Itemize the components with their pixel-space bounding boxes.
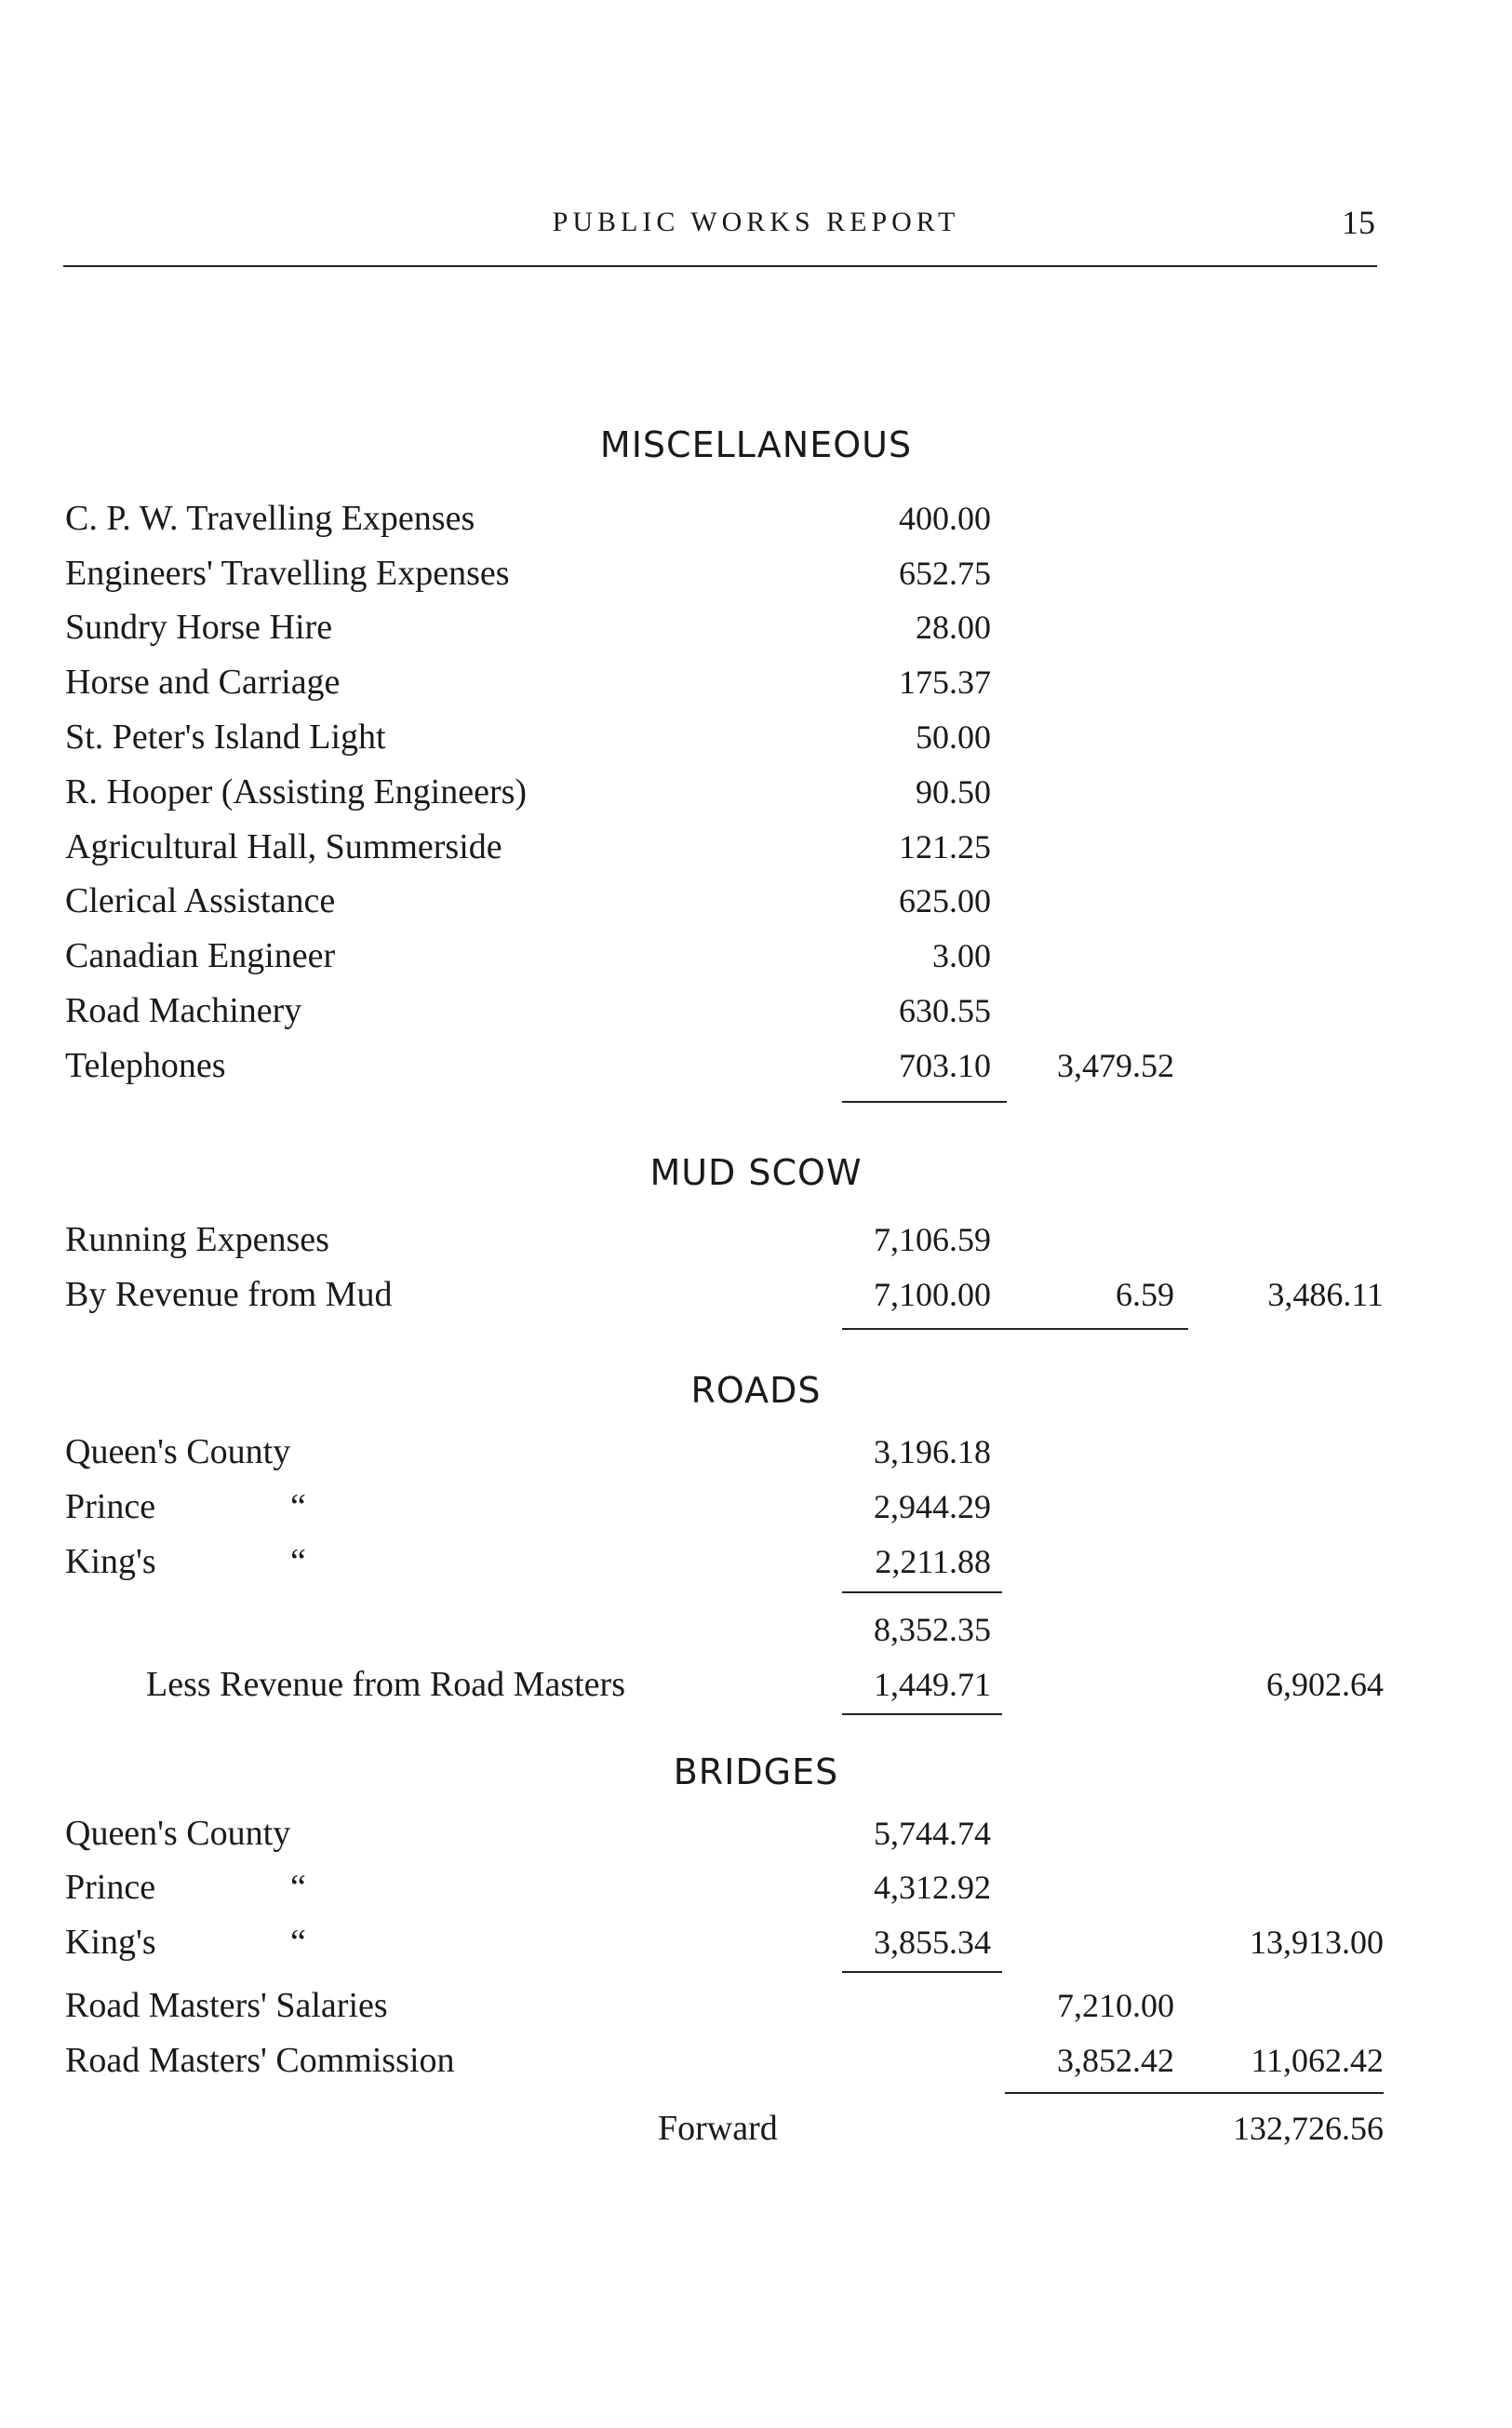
misc-item-label: C. P. W. Travelling Expenses — [65, 499, 475, 538]
roads-item-label: King's — [65, 1542, 156, 1581]
mud-scow-item-amount: 7,100.00 — [874, 1276, 991, 1313]
roads-item-ditto: “ — [290, 1542, 306, 1581]
running-header: PUBLIC WORKS REPORT — [552, 207, 960, 237]
mud-scow-item-amount: 7,106.59 — [874, 1221, 991, 1258]
bridges-item-label: King's — [65, 1923, 156, 1962]
road-masters-item-amount: 3,852.42 — [1057, 2042, 1174, 2079]
section-title-miscellaneous: MISCELLANEOUS — [599, 424, 913, 465]
bridges-item-label: Prince — [65, 1868, 156, 1907]
misc-item-amount: 28.00 — [916, 609, 991, 646]
road-masters-item-amount: 7,210.00 — [1057, 1987, 1174, 2024]
misc-total: 3,479.52 — [1057, 1047, 1174, 1084]
mud-scow-running-total: 3,486.11 — [1267, 1276, 1384, 1313]
misc-item-amount: 630.55 — [899, 992, 991, 1029]
mud-scow-item-label: By Revenue from Mud — [65, 1275, 393, 1314]
section-title-mud-scow: MUD SCOW — [649, 1152, 863, 1193]
page-number: 15 — [1342, 204, 1375, 241]
misc-item-label: Agricultural Hall, Summerside — [65, 827, 502, 866]
misc-item-amount: 400.00 — [899, 500, 991, 537]
misc-item-label: Clerical Assistance — [65, 881, 336, 920]
misc-item-amount: 50.00 — [916, 718, 991, 756]
section-title-roads: ROADS — [690, 1370, 822, 1411]
misc-item-label: Engineers' Travelling Expenses — [65, 554, 510, 593]
roads-item-label: Prince — [65, 1487, 156, 1526]
misc-item-label: St. Peter's Island Light — [65, 718, 386, 757]
misc-item-label: Road Machinery — [65, 991, 302, 1030]
forward-amount: 132,726.56 — [1233, 2110, 1384, 2147]
misc-item-label: Horse and Carriage — [65, 663, 341, 702]
misc-item-amount: 703.10 — [899, 1047, 991, 1084]
road-masters-item-label: Road Masters' Commission — [65, 2041, 455, 2080]
misc-item-amount: 121.25 — [899, 828, 991, 865]
misc-item-amount: 90.50 — [916, 773, 991, 811]
roads-total: 6,902.64 — [1266, 1666, 1384, 1703]
roads-less-rule — [842, 1713, 1002, 1715]
road-masters-total: 11,062.42 — [1251, 2042, 1384, 2079]
bridges-item-amount: 3,855.34 — [874, 1924, 991, 1961]
roads-item-label: Queen's County — [65, 1432, 291, 1471]
bridges-item-ditto: “ — [290, 1868, 306, 1907]
misc-item-label: Canadian Engineer — [65, 936, 336, 975]
roads-less-amount: 1,449.71 — [874, 1666, 991, 1703]
bridges-item-ditto: “ — [290, 1923, 306, 1962]
roads-subtotal: 8,352.35 — [874, 1611, 991, 1648]
misc-item-label: Telephones — [65, 1046, 226, 1085]
misc-item-label: R. Hooper (Assisting Engineers) — [65, 772, 528, 812]
mud-scow-net: 6.59 — [1116, 1276, 1174, 1313]
roads-item-amount: 2,944.29 — [874, 1488, 991, 1525]
roads-subtotal-rule — [842, 1591, 1002, 1593]
bridges-total: 13,913.00 — [1250, 1924, 1384, 1961]
mud-scow-rule — [842, 1328, 1188, 1330]
bridges-item-amount: 4,312.92 — [874, 1869, 991, 1906]
bridges-rule — [842, 1971, 1002, 1973]
misc-item-label: Sundry Horse Hire — [65, 608, 333, 647]
forward-label: Forward — [658, 2109, 778, 2148]
bridges-item-label: Queen's County — [65, 1814, 291, 1853]
road-masters-item-label: Road Masters' Salaries — [65, 1986, 388, 2025]
section-title-bridges: BRIDGES — [673, 1751, 839, 1792]
roads-item-amount: 2,211.88 — [875, 1543, 991, 1580]
misc-item-amount: 175.37 — [899, 664, 991, 701]
header-rule — [63, 265, 1377, 267]
mud-scow-item-label: Running Expenses — [65, 1220, 329, 1259]
misc-item-amount: 625.00 — [899, 882, 991, 919]
road-masters-rule — [1005, 2092, 1384, 2094]
misc-item-amount: 652.75 — [899, 555, 991, 592]
roads-less-label: Less Revenue from Road Masters — [146, 1665, 625, 1704]
misc-item-amount: 3.00 — [932, 937, 991, 974]
roads-item-ditto: “ — [290, 1487, 306, 1526]
bridges-item-amount: 5,744.74 — [874, 1815, 991, 1852]
misc-total-rule — [842, 1101, 1007, 1103]
roads-item-amount: 3,196.18 — [874, 1433, 991, 1470]
